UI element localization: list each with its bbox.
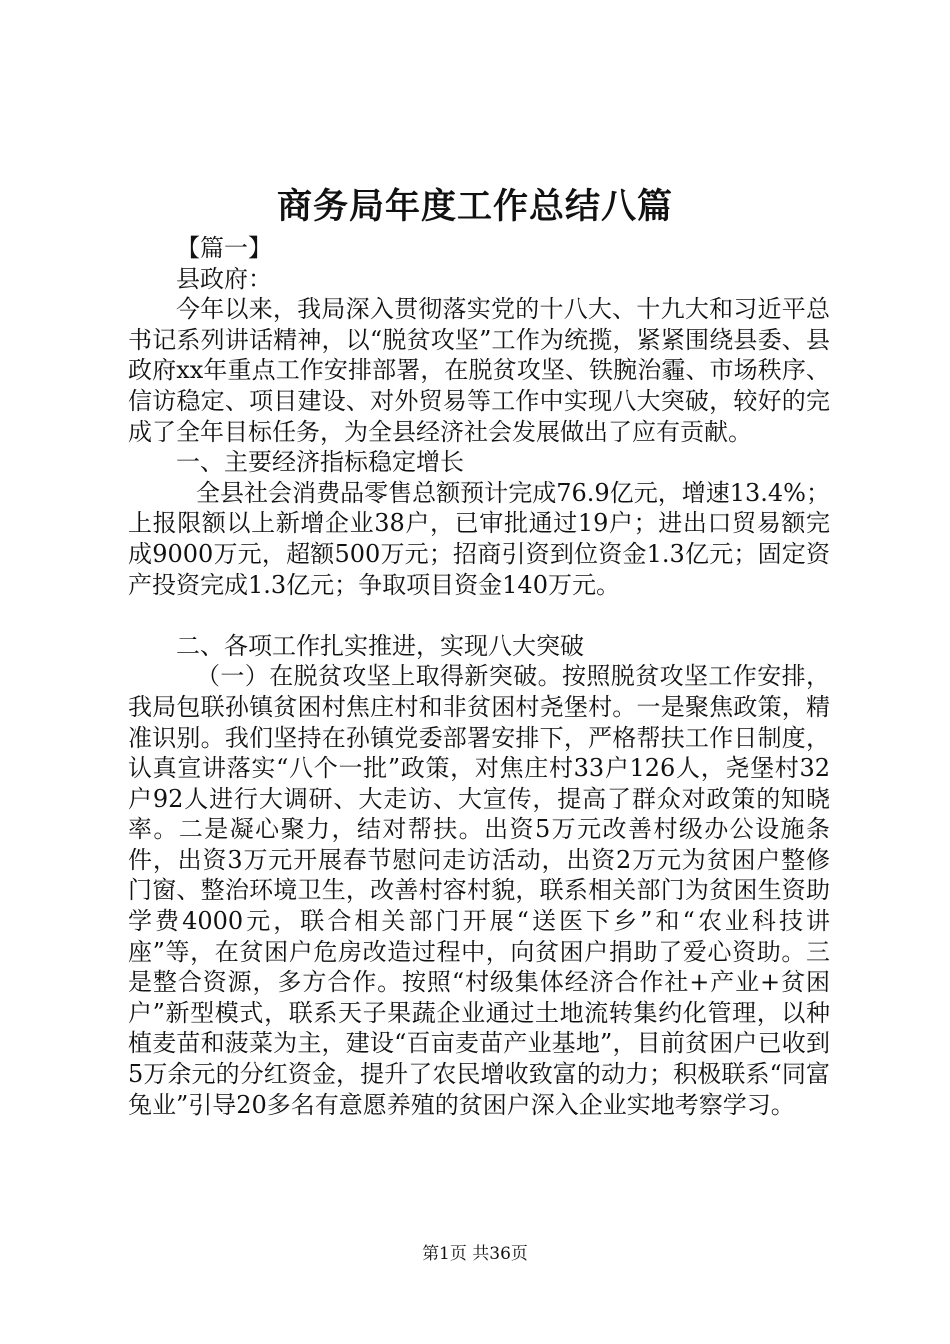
intro-paragraph: 今年以来，我局深入贯彻落实党的十八大、十九大和习近平总书记系列讲话精神，以“脱贫攻坚”工作为统揽，紧紧围绕县委、县政府xx年重点工作安排部署，在脱贫攻坚、铁腕治霾、市场秩序、信访稳定、项目建设、对外贸易等工作中实现八大突破，较好的完成了全年目标任务，为全县经济社会发展做出了应有贡献。 xyxy=(128,295,830,446)
section-heading-1: 一、主要经济指标稳定增长 xyxy=(176,448,464,477)
document-title: 商务局年度工作总结八篇 xyxy=(276,186,673,227)
page-indicator: 第1页 共36页 xyxy=(422,1244,528,1264)
document-body xyxy=(128,233,830,1120)
section-marker: 【篇一】 xyxy=(176,234,272,262)
indicators-paragraph: 全县社会消费品零售总额预计完成76.9亿元，增速13.4%；上报限额以上新增企业38户，已审批通过19户；进出口贸易额完成9000万元，超额500万元；招商引资到位资金1.3亿元；固定资产投资完成1.3亿元；争取项目资金140万元。 xyxy=(128,478,830,599)
addressee: 县政府： xyxy=(176,264,272,293)
section-heading-2: 二、各项工作扎实推进，实现八大突破 xyxy=(176,631,584,660)
poverty-paragraph: （一）在脱贫攻坚上取得新突破。按照脱贫攻坚工作安排，我局包联孙镇贫困村焦庄村和非贫困村尧堡村。一是聚焦政策，精准识别。我们坚持在孙镇党委部署安排下，严格帮扶工作日制度，认真宣讲落实“八个一批”政策，对焦庄村33户126人，尧堡村32户92人进行大调研、大走访、大宣传，提高了群众对政策的知晓率。二是凝心聚力，结对帮扶。出资5万元改善村级办公设施条件，出资3万元开展春节慰问走访活动，出资2万元为贫困户整修门窗、整治环境卫生，改善村容村貌，联系相关部门为贫困生资助学费4000元，联合相关部门开展“送医下乡”和“农业科技讲座”等，在贫困户危房改造过程中，向贫困户捐助了爱心资助。三是整合资源，多方合作。按照“村级集体经济合作社+产业+贫困户”新型模式，联系天子果蔬企业通过土地流转集约化管理，以种植麦苗和菠菜为主，建设“百亩麦苗产业基地”，目前贫困户已收到5万余元的分红资金，提升了农民增收致富的动力；积极联系“同富兔业”引导20多名有意愿养殖的贫困户深入企业实地考察学习。 xyxy=(128,662,830,1119)
